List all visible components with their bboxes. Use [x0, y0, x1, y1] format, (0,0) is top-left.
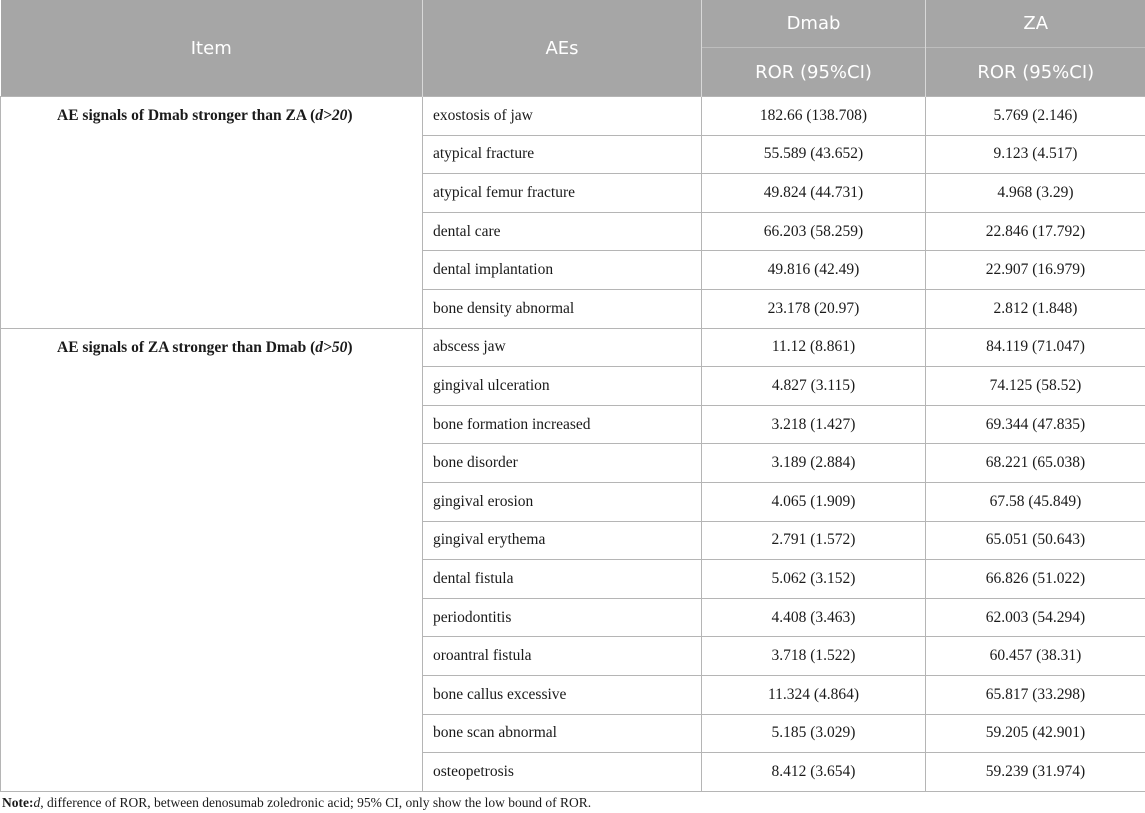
za-ror-cell: 22.846 (17.792): [926, 212, 1145, 251]
ae-name-cell: atypical fracture: [423, 135, 702, 174]
za-ror-cell: 5.769 (2.146): [926, 97, 1145, 136]
za-ror-cell: 84.119 (71.047): [926, 328, 1145, 367]
za-ror-cell: 59.239 (31.974): [926, 753, 1145, 792]
dmab-ror-cell: 5.185 (3.029): [702, 714, 926, 753]
ae-name-cell: dental fistula: [423, 560, 702, 599]
dmab-ror-cell: 66.203 (58.259): [702, 212, 926, 251]
header-aes: AEs: [423, 0, 702, 97]
table-header: [1, 0, 1145, 97]
za-ror-cell: 2.812 (1.848): [926, 289, 1145, 328]
ae-name-cell: abscess jaw: [423, 328, 702, 367]
table-row: [1, 328, 1145, 367]
za-ror-cell: 22.907 (16.979): [926, 251, 1145, 290]
za-ror-cell: 62.003 (54.294): [926, 598, 1145, 637]
ae-name-cell: dental implantation: [423, 251, 702, 290]
ae-name-cell: dental care: [423, 212, 702, 251]
table-body: [1, 97, 1145, 792]
za-ror-cell: 67.58 (45.849): [926, 482, 1145, 521]
table-footnote: [2, 795, 591, 811]
za-ror-cell: 68.221 (65.038): [926, 444, 1145, 483]
za-ror-cell: 65.817 (33.298): [926, 675, 1145, 714]
group-label-condition: d>20: [315, 107, 348, 124]
group-label-suffix: ): [347, 338, 353, 356]
note-text: , difference of ROR, between denosumab zoledronic acid; 95% CI, only show the low bound of ROR.: [40, 795, 592, 810]
za-ror-cell: 65.051 (50.643): [926, 521, 1145, 560]
dmab-ror-cell: 4.408 (3.463): [702, 598, 926, 637]
ae-name-cell: bone density abnormal: [423, 289, 702, 328]
header-dmab: Dmab: [702, 0, 926, 48]
dmab-ror-cell: 55.589 (43.652): [702, 135, 926, 174]
dmab-ror-cell: 2.791 (1.572): [702, 521, 926, 560]
header-item: Item: [1, 0, 423, 97]
ae-name-cell: osteopetrosis: [423, 753, 702, 792]
za-ror-cell: 59.205 (42.901): [926, 714, 1145, 753]
ae-name-cell: exostosis of jaw: [423, 97, 702, 136]
group-label-prefix: AE signals of ZA stronger than Dmab (: [57, 338, 316, 356]
ae-name-cell: bone formation increased: [423, 405, 702, 444]
dmab-ror-cell: 3.218 (1.427): [702, 405, 926, 444]
dmab-ror-cell: 182.66 (138.708): [702, 97, 926, 136]
ae-name-cell: bone scan abnormal: [423, 714, 702, 753]
ae-name-cell: periodontitis: [423, 598, 702, 637]
group-label: [1, 97, 423, 329]
ae-name-cell: bone disorder: [423, 444, 702, 483]
za-ror-cell: 66.826 (51.022): [926, 560, 1145, 599]
dmab-ror-cell: 5.062 (3.152): [702, 560, 926, 599]
dmab-ror-cell: 3.718 (1.522): [702, 637, 926, 676]
header-za: ZA: [926, 0, 1145, 48]
header-row: [1, 0, 1145, 48]
dmab-ror-cell: 4.827 (3.115): [702, 367, 926, 406]
note-symbol: d: [33, 795, 41, 810]
group-label-condition: d>50: [315, 338, 348, 356]
za-ror-cell: 74.125 (58.52): [926, 367, 1145, 406]
ae-name-cell: gingival erosion: [423, 482, 702, 521]
dmab-ror-cell: 11.324 (4.864): [702, 675, 926, 714]
dmab-ror-cell: 3.189 (2.884): [702, 444, 926, 483]
group-label-suffix: ): [347, 107, 353, 124]
ae-name-cell: gingival ulceration: [423, 367, 702, 406]
za-ror-cell: 4.968 (3.29): [926, 174, 1145, 213]
za-ror-cell: 9.123 (4.517): [926, 135, 1145, 174]
za-ror-cell: 69.344 (47.835): [926, 405, 1145, 444]
dmab-ror-cell: 49.824 (44.731): [702, 174, 926, 213]
subheader-za-ror: ROR (95%CI): [926, 48, 1145, 97]
za-ror-cell: 60.457 (38.31): [926, 637, 1145, 676]
dmab-ror-cell: 4.065 (1.909): [702, 482, 926, 521]
dmab-ror-cell: 23.178 (20.97): [702, 289, 926, 328]
ae-name-cell: gingival erythema: [423, 521, 702, 560]
table-row: [1, 97, 1145, 136]
ae-name-cell: bone callus excessive: [423, 675, 702, 714]
group-label: [1, 328, 423, 791]
group-label-prefix: AE signals of Dmab stronger than ZA (: [57, 107, 316, 124]
dmab-ror-cell: 49.816 (42.49): [702, 251, 926, 290]
note-label: Note:: [2, 795, 34, 810]
ae-name-cell: oroantral fistula: [423, 637, 702, 676]
subheader-dmab-ror: ROR (95%CI): [702, 48, 926, 97]
ae-name-cell: atypical femur fracture: [423, 174, 702, 213]
dmab-ror-cell: 11.12 (8.861): [702, 328, 926, 367]
dmab-ror-cell: 8.412 (3.654): [702, 753, 926, 792]
